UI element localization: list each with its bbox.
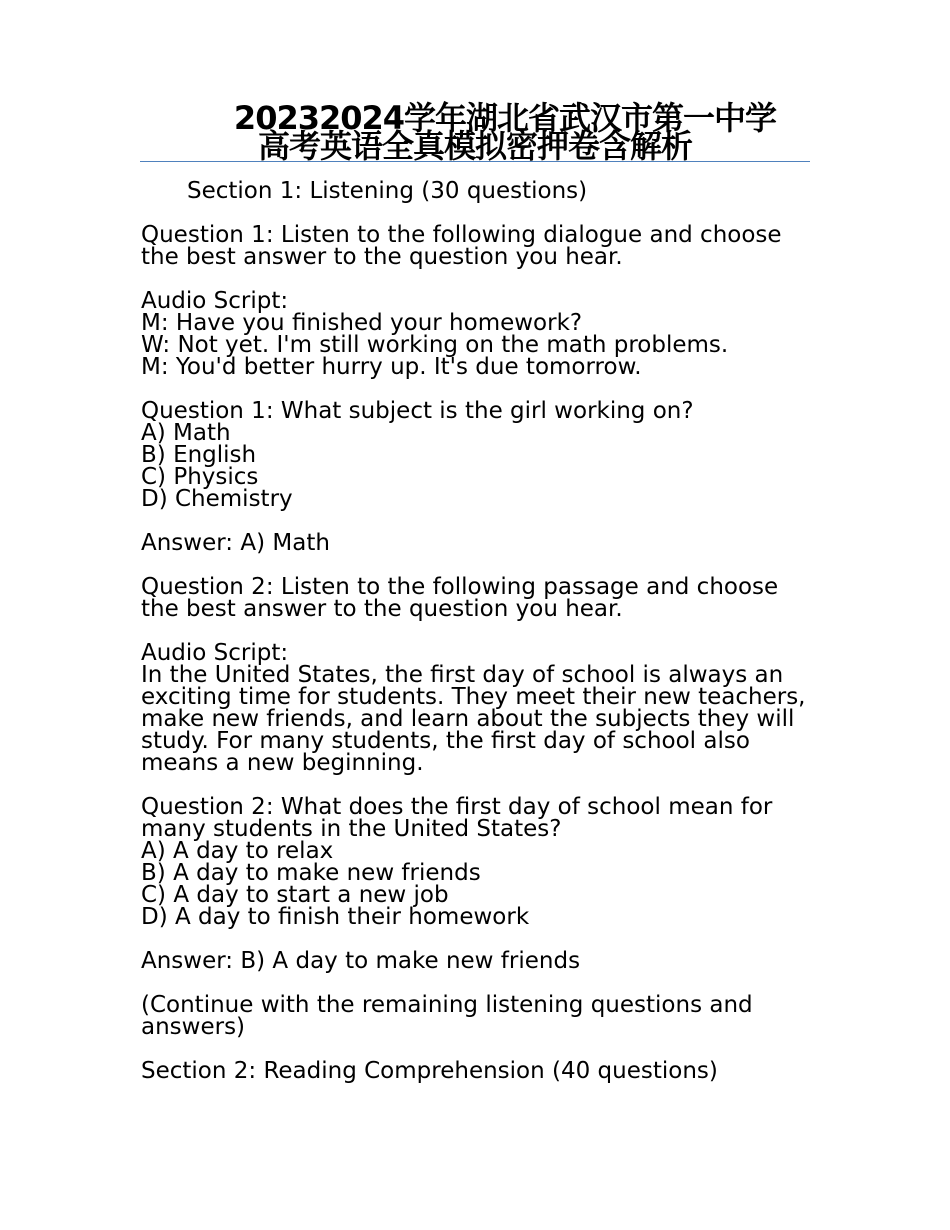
- audio-script-label: Audio Script:: [141, 640, 289, 666]
- question-1-block: [141, 400, 821, 510]
- option-item: C) Physics: [141, 464, 259, 490]
- continue-note: (Continue with the remaining listening questions and answers): [141, 992, 753, 1040]
- question-1-instruction: Question 1: Listen to the following dialogue and choose the best answer to the question you hear.: [141, 222, 782, 270]
- question-2-answer: Answer: B) A day to make new friends: [141, 948, 581, 974]
- option-item: B) English: [141, 442, 257, 468]
- section-2-heading: Section 2: Reading Comprehension (40 questions): [141, 1058, 718, 1084]
- question-2-audio-script: [141, 642, 821, 774]
- audio-script-label: Audio Script:: [141, 288, 289, 314]
- document-body: [141, 180, 821, 1104]
- question-2-instruction: Question 2: Listen to the following passage and choose the best answer to the question you hear.: [141, 574, 779, 622]
- title-line-1: 20232024学年湖北省武汉市第一中学: [233, 99, 777, 137]
- option-item: A) Math: [141, 420, 231, 446]
- document-title: [140, 99, 810, 165]
- question-1-text: Question 1: What subject is the girl working on?: [141, 398, 694, 424]
- question-1-answer: Answer: A) Math: [141, 530, 330, 556]
- question-2-text: Question 2: What does the first day of school mean for many students in the United States?: [141, 794, 773, 842]
- title-underline: [140, 161, 810, 162]
- script-line: W: Not yet. I'm still working on the math problems.: [141, 332, 729, 358]
- option-item: D) A day to finish their homework: [141, 904, 530, 930]
- section-1-heading: Section 1: Listening (30 questions): [187, 178, 588, 204]
- audio-passage: In the United States, the first day of school is always an exciting time for students. They meet their new teachers, make new friends, and learn about the subjects they will study. For many students, the first day of school also means a new beginning.: [141, 662, 806, 776]
- option-item: A) A day to relax: [141, 838, 334, 864]
- option-item: C) A day to start a new job: [141, 882, 449, 908]
- question-2-block: [141, 796, 821, 928]
- script-line: M: Have you finished your homework?: [141, 310, 583, 336]
- script-line: M: You'd better hurry up. It's due tomorrow.: [141, 354, 642, 380]
- question-1-audio-script: [141, 290, 821, 378]
- option-item: D) Chemistry: [141, 486, 293, 512]
- title-line-2: 高考英语全真模拟密押卷含解析: [257, 127, 692, 165]
- option-item: B) A day to make new friends: [141, 860, 481, 886]
